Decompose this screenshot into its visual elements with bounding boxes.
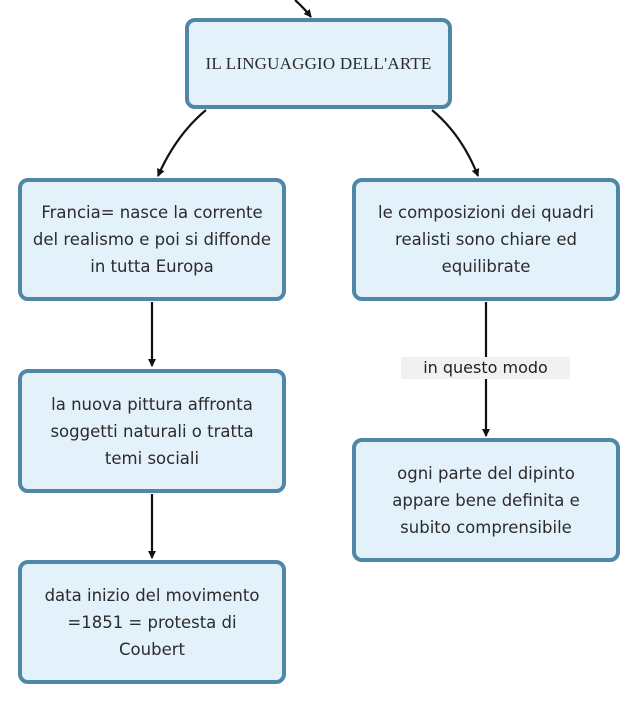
node-dipinto-label: ogni parte del dipinto appare bene definita e subito comprensibile bbox=[392, 463, 580, 537]
node-francia[interactable] bbox=[18, 178, 286, 301]
node-composizioni-label: le composizioni dei quadri realisti sono chiare ed equilibrate bbox=[378, 203, 594, 276]
node-data[interactable] bbox=[18, 560, 286, 684]
edge-label-in-questo-modo: in questo modo bbox=[401, 357, 570, 379]
edge-root-to-composizioni bbox=[432, 110, 478, 176]
node-francia-label: Francia= nasce la corrente del realismo e poi si diffonde in tutta Europa bbox=[32, 203, 272, 276]
edge-root-to-francia bbox=[158, 110, 206, 176]
edge-incoming-root bbox=[295, 0, 311, 17]
node-data-label: data inizio del movimento =1851 = protesta di Coubert bbox=[44, 585, 260, 659]
node-pittura-label: la nuova pittura affronta soggetti naturali o tratta temi sociali bbox=[50, 394, 254, 468]
node-pittura[interactable] bbox=[18, 369, 286, 493]
node-dipinto[interactable] bbox=[352, 438, 620, 562]
node-root-label: IL LINGUAGGIO DELL'ARTE bbox=[205, 54, 432, 73]
node-root[interactable] bbox=[185, 18, 452, 109]
node-composizioni[interactable] bbox=[352, 178, 620, 301]
